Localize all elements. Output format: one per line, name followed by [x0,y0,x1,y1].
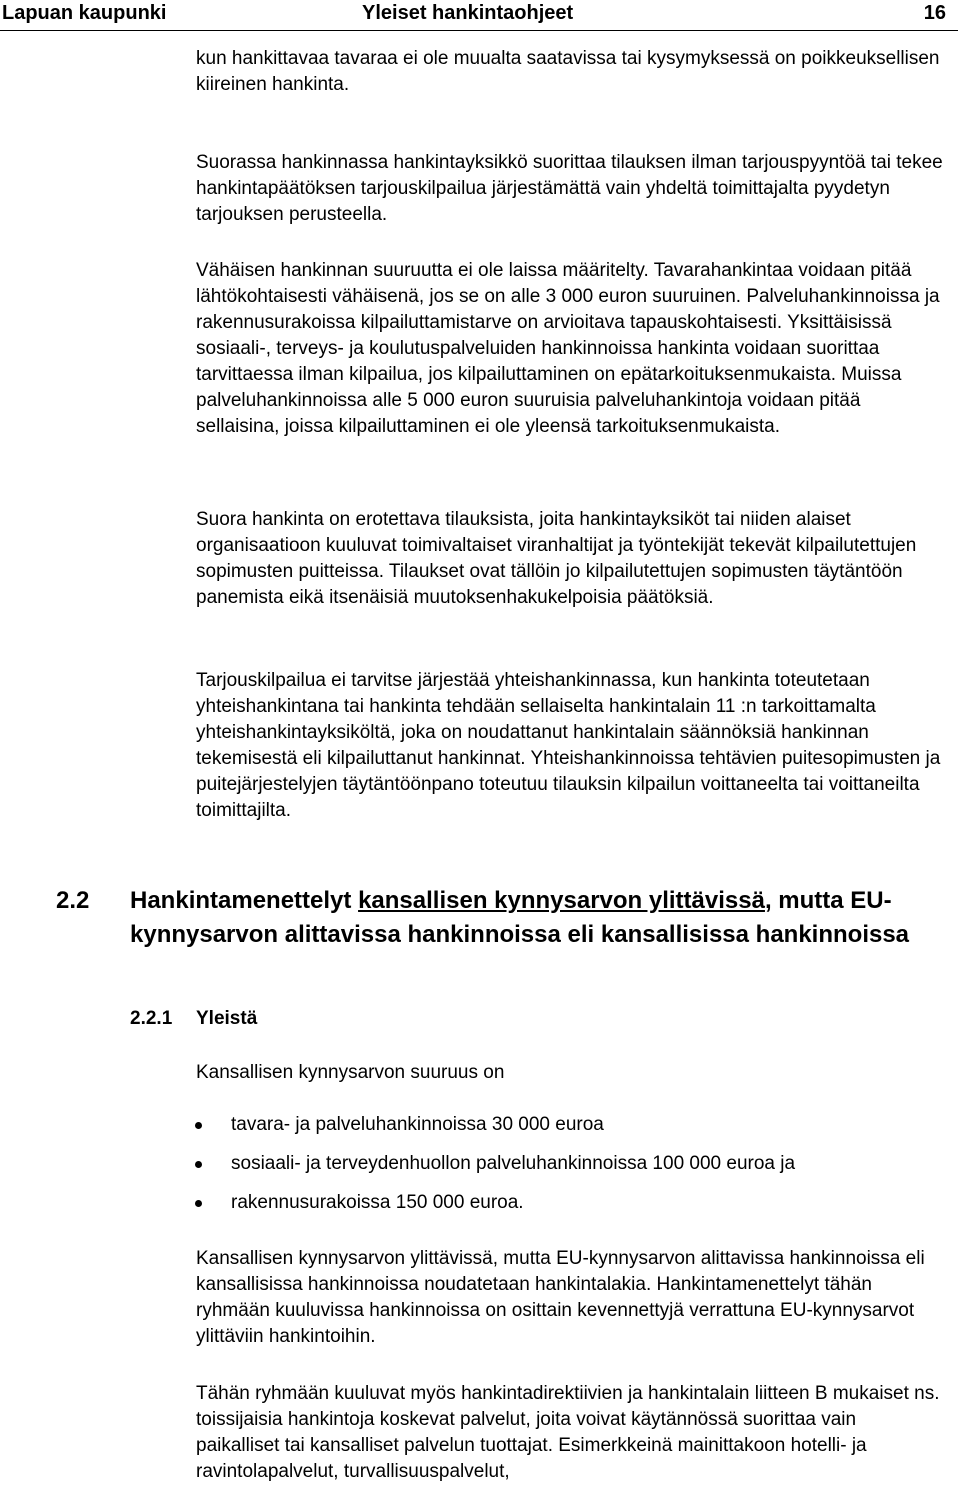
paragraph-3: Vähäisen hankinnan suuruutta ei ole laissa määritelty. Tavarahankintaa voidaan pitää lähtökohtaisesti vähäisenä, jos se on alle 3 000 euron suuruinen. Palveluhankinnoissa ja rakennusurakoissa kilpailuttamistarve on arvioitava tapauskohtaisesti. Yksittäisissä sosiaali-, terveys- ja koulutuspalveluiden hankinnoissa hankinta voidaan suorittaa tarvittaessa ilman kilpailua, jos kilpailuttaminen on epätarkoituksenmukaista. Muissa palveluhankinnoissa alle 5 000 euron suuruisia palveluhankintoja voidaan pitää sellaisina, joissa kilpailuttaminen ei ole yleensä tarkoituksenmukaista. [196,260,940,437]
paragraph-4: Suora hankinta on erotettava tilauksista, joita hankintayksiköt tai niiden alaiset organisaatioon kuuluvat toimivaltaiset viranhaltijat ja työntekijät tekevät kilpailutettujen sopimusten puitteissa. Tilaukset ovat tällöin jo kilpailutettujen sopimusten täytäntöön panemista eikä itsenäisiä muutoksenhakukelpoisia päätöksiä. [196,509,917,608]
subsection-number: 2.2.1 [130,1008,173,1029]
header-document-title: Yleiset hankintaohjeet [362,2,574,24]
list-item-text: rakennusurakoissa 150 000 euroa. [231,1192,524,1213]
bullet-icon [195,1200,202,1207]
paragraph-1: kun hankittavaa tavaraa ei ole muualta saatavissa tai kysymyksessä on poikkeuksellisen kiireinen hankinta. [196,48,940,95]
paragraph-2: Suorassa hankinnassa hankintayksikkö suorittaa tilauksen ilman tarjouspyyntöä tai tekee hankintapäätöksen tarjouskilpailua järjestämättä vain yhdeltä toimittajalta pyydetyn tarjouksen perusteella. [196,152,943,225]
list-item [231,1190,944,1216]
paragraph-7: Tähän ryhmään kuuluvat myös hankintadirektiivien ja hankintalain liitteen B mukaiset ns. toissijaisia hankintoja koskevat palvelut, joita voivat käytännössä suorittaa vain paikalliset tai kansalliset palvelun tuottajat. Esimerkkeinä mainittakoon hotelli- ja ravintolapalvelut, turvallisuuspalvelut, [196,1383,940,1482]
section-title [130,884,950,952]
section-title-pre: Hankintamenettelyt [130,887,359,914]
list-item [231,1112,944,1138]
header-page-number: 16 [923,2,946,24]
section-title-underlined: kansallisen kynnysarvon ylittävissä [358,887,765,914]
section-number: 2.2 [56,887,90,914]
bullet-icon [195,1122,202,1129]
subsection-title: Yleistä [196,1008,258,1029]
threshold-intro: Kansallisen kynnysarvon suuruus on [196,1062,505,1083]
header-divider [0,30,958,31]
bullet-icon [195,1161,202,1168]
subsection-heading [130,1006,257,1032]
paragraph-5: Tarjouskilpailua ei tarvitse järjestää yhteishankinnassa, kun hankinta toteutetaan yhteishankintana tai hankinta tehdään sellaiselta hankintalain 11 :n tarkoittamalta yhteishankintayksiköltä, joka on noudattanut hankintalain säännöksiä hankinnan tekemisestä eli kilpailuttanut hankinnat. Yhteishankinnoissa tehtävien puitesopimusten ja puitejärjestelyjen täytäntöönpano toteutuu tilauksin kilpailun voittaneelta tai voittaneilta toimittajilta. [196,670,941,821]
section-title-post: , mutta EU-kynnysarvon alittavissa hankinnoissa eli kansallisissa hankinnoissa [130,887,910,948]
list-item-text: tavara- ja palveluhankinnoissa 30 000 euroa [231,1114,604,1135]
header-organization: Lapuan kaupunki [2,2,167,24]
list-item [231,1151,944,1177]
paragraph-6: Kansallisen kynnysarvon ylittävissä, mutta EU-kynnysarvon alittavissa hankinnoissa eli kansallisissa hankinnoissa noudatetaan hankintalakia. Hankintamenettelyt tähän ryhmään kuuluvissa hankinnoissa on osittain kevennettyjä verrattuna EU-kynnysarvot ylittäviin hankintoihin. [196,1248,925,1347]
page-header [0,0,960,30]
threshold-list [196,1112,944,1229]
list-item-text: sosiaali- ja terveydenhuollon palveluhankinnoissa 100 000 euroa ja [231,1153,796,1174]
